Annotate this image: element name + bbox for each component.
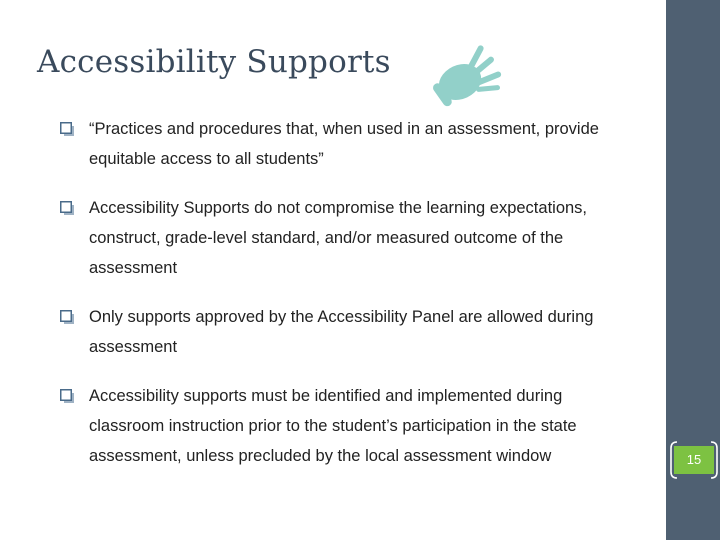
page-number: 15 xyxy=(686,452,702,467)
slide-title: Accessibility Supports xyxy=(37,44,391,80)
hand-print-icon xyxy=(428,38,518,110)
list-item xyxy=(60,114,640,174)
bullet-text: Accessibility supports must be identified and implemented during classroom instruction prior to the student’s participation in the state assessment, unless precluded by the local assessment window xyxy=(89,387,577,465)
page-number-badge xyxy=(668,440,720,480)
checkbox-bullet-icon xyxy=(60,201,74,215)
bullet-text: Accessibility Supports do not compromise the learning expectations, construct, grade-level standard, and/or measured outcome of the assessment xyxy=(89,199,588,277)
bullet-list xyxy=(60,114,640,490)
list-item xyxy=(60,381,640,471)
checkbox-bullet-icon xyxy=(60,389,74,403)
bullet-text: Only supports approved by the Accessibility Panel are allowed during assessment xyxy=(89,308,594,356)
list-item xyxy=(60,302,640,362)
bullet-text: “Practices and procedures that, when used in an assessment, provide equitable access to all students” xyxy=(89,120,599,168)
checkbox-bullet-icon xyxy=(60,310,74,324)
list-item xyxy=(60,193,640,283)
checkbox-bullet-icon xyxy=(60,122,74,136)
